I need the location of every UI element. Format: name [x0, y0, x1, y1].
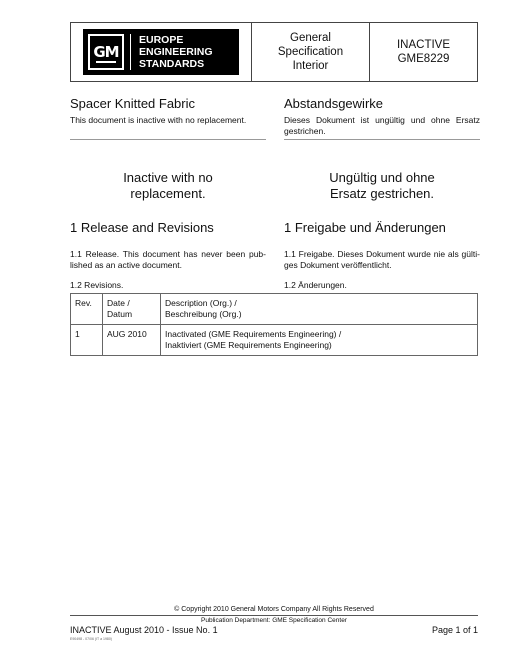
- inactive-note-en: This document is inactive with no replacement.: [70, 115, 247, 125]
- logo-line-3: STANDARDS: [139, 58, 205, 70]
- cell-description: [161, 325, 478, 356]
- inactive-statement-de-line-2: Ersatz gestrichen.: [329, 186, 435, 201]
- header-description-line-2: Beschreibung (Org.): [165, 308, 242, 319]
- publication-department: Publication Department: GME Specification Center: [201, 617, 347, 624]
- section-heading-de: 1 Freigabe und Änderungen: [284, 220, 446, 235]
- logo-cell: [71, 23, 252, 81]
- cell-description-line-1: Inactivated (GME Requirements Engineering) /: [165, 329, 342, 339]
- inactive-statement-en-line-1: Inactive with no: [123, 170, 213, 185]
- release-paragraph-de: 1.1 Freigabe. Dieses Dokument wurde nie als gültiges Dokument veröffentlicht.: [284, 249, 480, 270]
- inactive-note-de: Dieses Dokument ist ungültig und ohne Ersatz gestrichen.: [284, 115, 480, 136]
- header-date-line-2: Datum: [107, 308, 133, 319]
- title-divider-right: [284, 139, 480, 140]
- document-status: INACTIVE: [396, 39, 451, 51]
- logo-text: [139, 34, 213, 70]
- inactive-statement-de: [284, 170, 480, 202]
- gm-logo-mark: [88, 34, 124, 70]
- document-title-de: Abstandsgewirke: [284, 96, 383, 111]
- cell-description-line-2: Inaktiviert (GME Requirements Engineering): [165, 339, 332, 350]
- header-description-line-1: Description (Org.) /: [165, 298, 237, 308]
- page-number: Page 1 of 1: [431, 625, 478, 635]
- footer-divider: [70, 615, 478, 616]
- form-code: E90498 - 07/06 (IT a 1980): [70, 637, 112, 641]
- logo-line-1: EUROPE: [139, 34, 184, 46]
- header-date-line-1: Date /: [107, 298, 130, 308]
- table-row: [71, 325, 478, 356]
- issue-info: INACTIVE August 2010 - Issue No. 1: [70, 625, 218, 635]
- cell-rev: 1: [71, 325, 103, 356]
- category-line-2: Specification: [277, 46, 344, 58]
- revisions-table: [70, 293, 478, 356]
- category-line-1: General: [290, 32, 331, 44]
- cell-date: AUG 2010: [103, 325, 161, 356]
- header-description: [161, 294, 478, 325]
- document-number: GME8229: [397, 53, 450, 65]
- title-divider-left: [70, 139, 266, 140]
- header-date: [103, 294, 161, 325]
- copyright-notice: © Copyright 2010 General Motors Company All Rights Reserved: [174, 606, 374, 613]
- category-line-3: Interior: [292, 60, 329, 72]
- document-title-en: Spacer Knitted Fabric: [70, 96, 196, 111]
- header-rev-label: Rev.: [75, 298, 92, 308]
- logo-line-2: ENGINEERING: [139, 46, 213, 58]
- release-paragraph-en: 1.1 Release. This document has never been published as an active document.: [70, 249, 266, 270]
- section-heading-en: 1 Release and Revisions: [70, 220, 214, 235]
- category-cell: [252, 23, 370, 81]
- header-rev: [71, 294, 103, 325]
- revisions-label-en: 1.2 Revisions.: [70, 280, 124, 290]
- document-header: [70, 22, 478, 82]
- gm-mark-underline: [96, 61, 116, 63]
- inactive-statement-en: [70, 170, 266, 202]
- revisions-label-de: 1.2 Änderungen.: [284, 280, 347, 290]
- inactive-statement-de-line-1: Ungültig und ohne: [329, 170, 435, 185]
- logo-divider: [130, 34, 131, 70]
- status-cell: [370, 23, 477, 81]
- gm-mark-text: GM: [93, 43, 119, 61]
- table-header-row: [71, 294, 478, 325]
- gm-europe-engineering-standards-logo: [83, 29, 239, 75]
- inactive-statement-en-line-2: replacement.: [130, 186, 206, 201]
